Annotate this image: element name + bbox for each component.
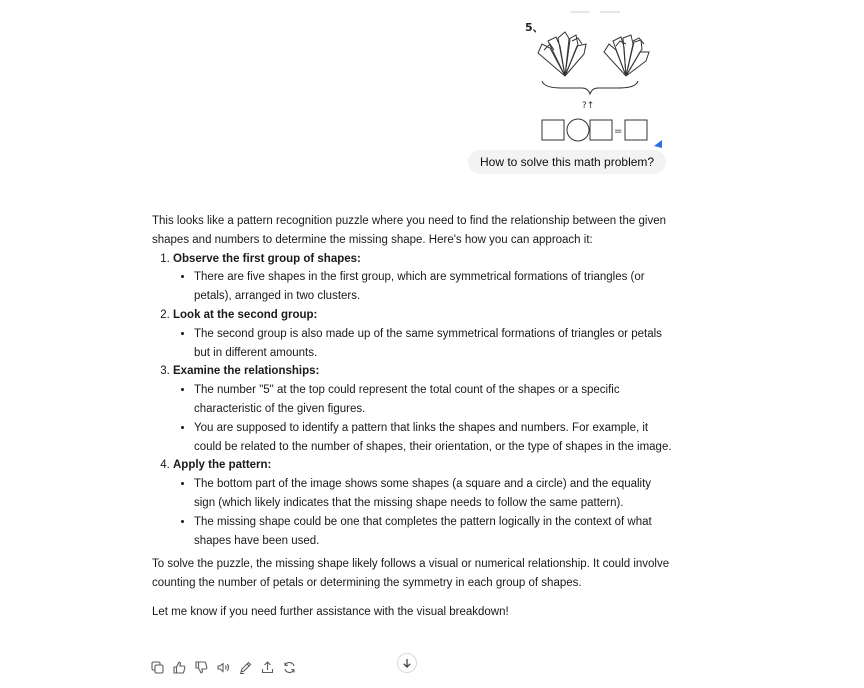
equals-sign: = bbox=[614, 126, 623, 137]
step-bullets bbox=[173, 475, 672, 550]
uploaded-puzzle-image[interactable] bbox=[520, 8, 662, 148]
response-action-bar bbox=[150, 658, 296, 676]
step-title: Observe the first group of shapes: bbox=[173, 252, 361, 265]
step-title: Examine the relationships: bbox=[173, 365, 320, 378]
petal-cluster-left bbox=[538, 32, 586, 76]
resize-corner-mark bbox=[654, 140, 662, 148]
question-arrow-label: ?↑ bbox=[582, 101, 595, 111]
answer-steps bbox=[152, 250, 672, 551]
puzzle-figure bbox=[520, 8, 662, 148]
regenerate-icon[interactable] bbox=[282, 660, 296, 674]
answer-intro: This looks like a pattern recognition puzzle where you need to find the relationship between the given shapes and numbers to determine the missing shape. Here's how you can approach it: bbox=[152, 215, 666, 246]
step-bullet: • There are five shapes in the first group, which are symmetrical formations of triangles (or petals), arranged in two clusters. bbox=[194, 268, 672, 306]
step-item bbox=[173, 306, 672, 362]
square-shape-2 bbox=[590, 120, 612, 140]
grouping-brace bbox=[542, 81, 638, 94]
petal-cluster-right bbox=[604, 35, 649, 76]
step-bullets bbox=[173, 381, 672, 456]
copy-icon[interactable] bbox=[150, 660, 164, 674]
square-shape-1 bbox=[542, 120, 564, 140]
step-bullets bbox=[173, 268, 672, 306]
user-message-bubble bbox=[468, 150, 666, 174]
step-bullet: • You are supposed to identify a pattern that links the shapes and numbers. For example, it could be related to the number of shapes, their orientation, or the type of shapes in the image. bbox=[194, 419, 672, 457]
step-bullet: • The bottom part of the image shows some shapes (a square and a circle) and the equality sign (which likely indicates that the missing shape needs to follow the same pattern). bbox=[194, 475, 672, 513]
answer-conclusion: To solve the puzzle, the missing shape likely follows a visual or numerical relationship. It could involve counting the number of petals or determining the symmetry in each group of shapes. bbox=[152, 558, 670, 590]
answer-square-shape bbox=[625, 120, 647, 140]
circle-shape bbox=[567, 119, 589, 141]
scroll-to-bottom-button[interactable] bbox=[397, 653, 417, 673]
step-title: Look at the second group: bbox=[173, 308, 318, 321]
step-item bbox=[173, 456, 672, 550]
step-bullet: • The second group is also made up of the same symmetrical formations of triangles or petals but in different amounts. bbox=[194, 325, 672, 363]
arrow-down-icon bbox=[402, 658, 412, 668]
share-icon[interactable] bbox=[260, 660, 274, 674]
read-aloud-icon[interactable] bbox=[216, 660, 230, 674]
thumbs-down-icon[interactable] bbox=[194, 660, 208, 674]
step-bullets bbox=[173, 325, 672, 363]
step-title: Apply the pattern: bbox=[173, 459, 272, 472]
assistant-response bbox=[152, 212, 672, 622]
edit-icon[interactable] bbox=[238, 660, 252, 674]
step-item bbox=[173, 362, 672, 456]
question-number: 5、 bbox=[525, 21, 544, 34]
step-bullet: • The number "5" at the top could represent the total count of the shapes or a specific characteristic of the given figures. bbox=[194, 381, 672, 419]
answer-closing: Let me know if you need further assistance with the visual breakdown! bbox=[152, 605, 509, 618]
step-item bbox=[173, 250, 672, 306]
step-bullet: • The missing shape could be one that completes the pattern logically in the context of what shapes have been used. bbox=[194, 513, 672, 551]
user-message-text: How to solve this math problem? bbox=[480, 155, 655, 169]
thumbs-up-icon[interactable] bbox=[172, 660, 186, 674]
